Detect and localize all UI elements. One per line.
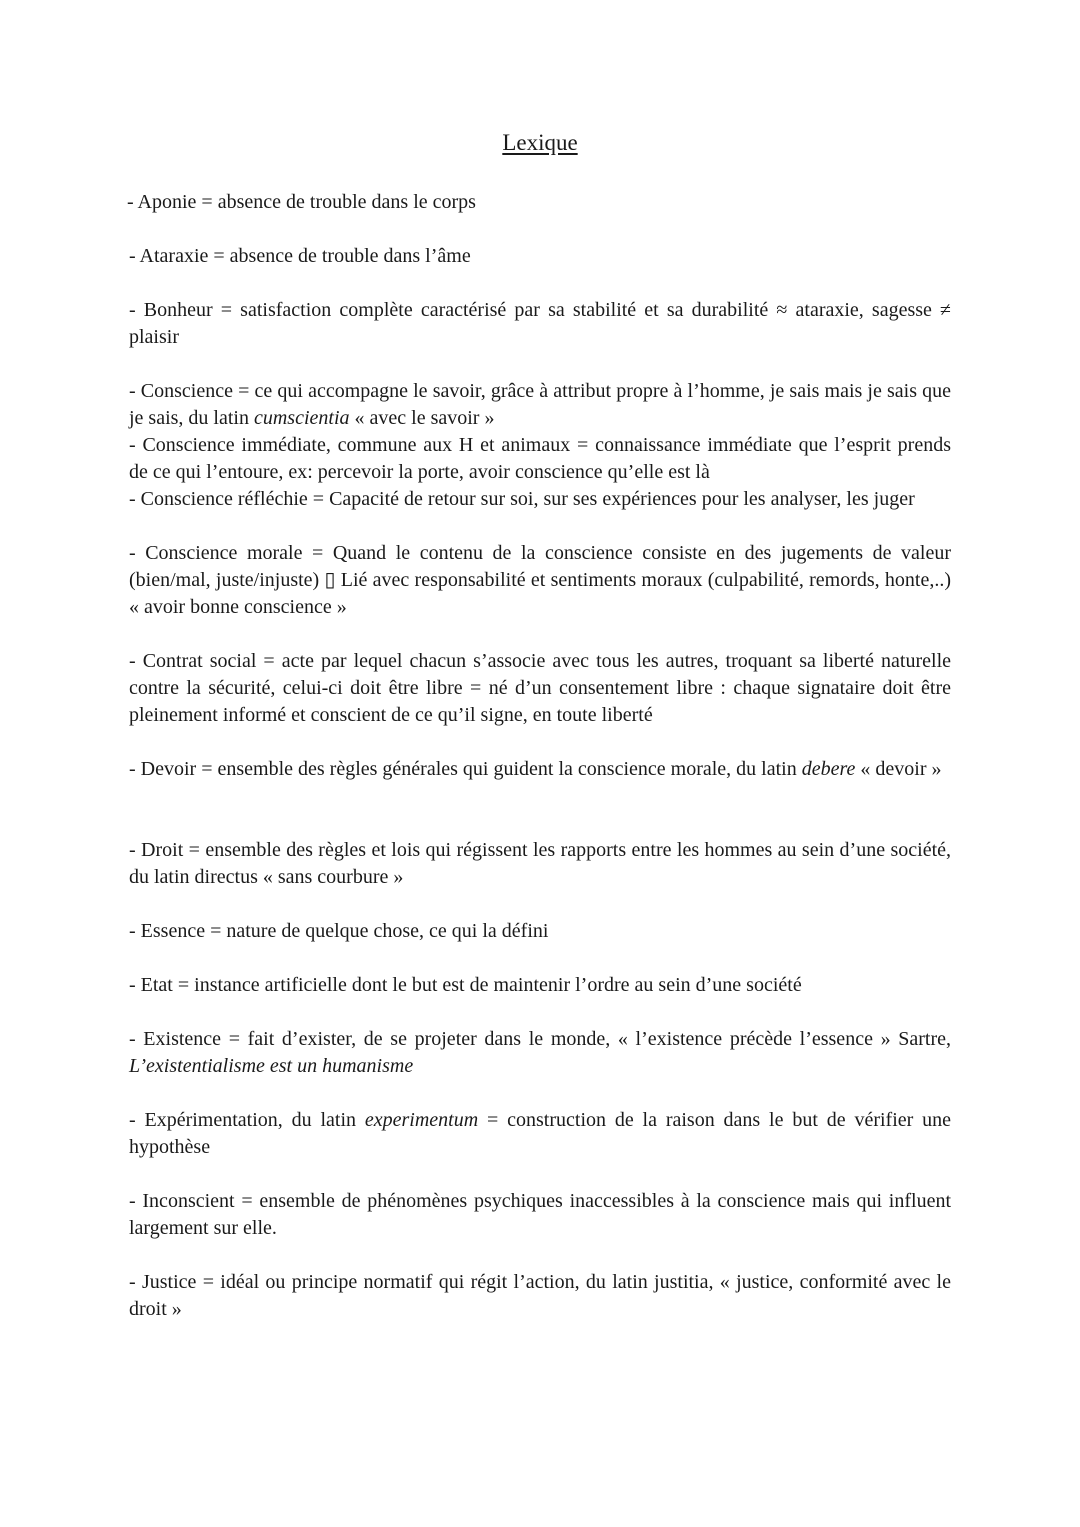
entry-conscience-reflechie: - Conscience réfléchie = Capacité de retour sur soi, sur ses expériences pour les analyser, les juger [129, 488, 915, 510]
entry-inconscient: - Inconscient = ensemble de phénomènes psychiques inaccessibles à la conscience mais qui influent largement sur elle. [129, 1190, 951, 1239]
entry-devoir [129, 756, 951, 783]
entry-droit: - Droit = ensemble des règles et lois qui régissent les rapports entre les hommes au sein d’une société, du latin directus « sans courbure » [129, 839, 951, 888]
entry-experimentation-latin: experimentum [364, 1109, 479, 1131]
entry-etat: - Etat = instance artificielle dont le but est de maintenir l’ordre au sein d’une société [129, 974, 802, 996]
page-title: Lexique [502, 130, 578, 155]
entry-conscience-immediate: - Conscience immédiate, commune aux H et animaux = connaissance immédiate que l’esprit prends de ce qui l’entoure, ex: percevoir la porte, avoir conscience qu’elle est là [129, 434, 951, 483]
entry-aponie: - Aponie = absence de trouble dans le corps [127, 191, 476, 213]
entry-essence: - Essence = nature de quelque chose, ce qui la défini [129, 920, 549, 942]
entry-experimentation [129, 1107, 951, 1161]
entry-conscience-gloss: « avec le savoir » [349, 407, 495, 429]
entry-devoir-gloss: « devoir » [855, 758, 942, 780]
entry-experimentation-definition: = construction de la raison dans le but de vérifier une hypothèse [129, 1109, 952, 1158]
entry-existence-text: - Existence = fait d’exister, de se projeter dans le monde, « l’existence précède l’essence » Sartre, [129, 1028, 951, 1050]
entry-bonheur: - Bonheur = satisfaction complète caractérisé par sa stabilité et sa durabilité ≈ ataraxie, sagesse ≠ plaisir [129, 299, 951, 348]
entry-devoir-latin: debere [801, 758, 856, 780]
entry-existence [129, 1026, 951, 1080]
entry-conscience-text: - Conscience = ce qui accompagne le savoir, grâce à attribut propre à l’homme, je sais mais je sais que je sais, du latin [129, 380, 951, 429]
entry-experimentation-text: - Expérimentation, du latin [129, 1109, 365, 1131]
entry-devoir-text: - Devoir = ensemble des règles générales qui guident la conscience morale, du latin [129, 758, 802, 780]
entry-contrat-social: - Contrat social = acte par lequel chacun s’associe avec tous les autres, troquant sa liberté naturelle contre la sécurité, celui-ci doit être libre = né d’un consentement libre : chaque signataire doit être pleinement informé et conscient de ce qu’il signe, en toute liberté [129, 650, 951, 726]
entry-conscience [129, 378, 951, 432]
entry-ataraxie: - Ataraxie = absence de trouble dans l’âme [129, 245, 471, 267]
entry-conscience-latin: cumscientia [253, 407, 350, 429]
entry-existence-work: L’existentialisme est un humanisme [129, 1055, 414, 1077]
entry-justice: - Justice = idéal ou principe normatif qui régit l’action, du latin justitia, « justice, conformité avec le droit » [129, 1271, 951, 1320]
entry-conscience-morale: - Conscience morale = Quand le contenu de la conscience consiste en des jugements de valeur (bien/mal, juste/injuste) ▯ Lié avec responsabilité et sentiments moraux (culpabilité, remords, honte,..) « avoir bonne conscience » [129, 542, 951, 618]
